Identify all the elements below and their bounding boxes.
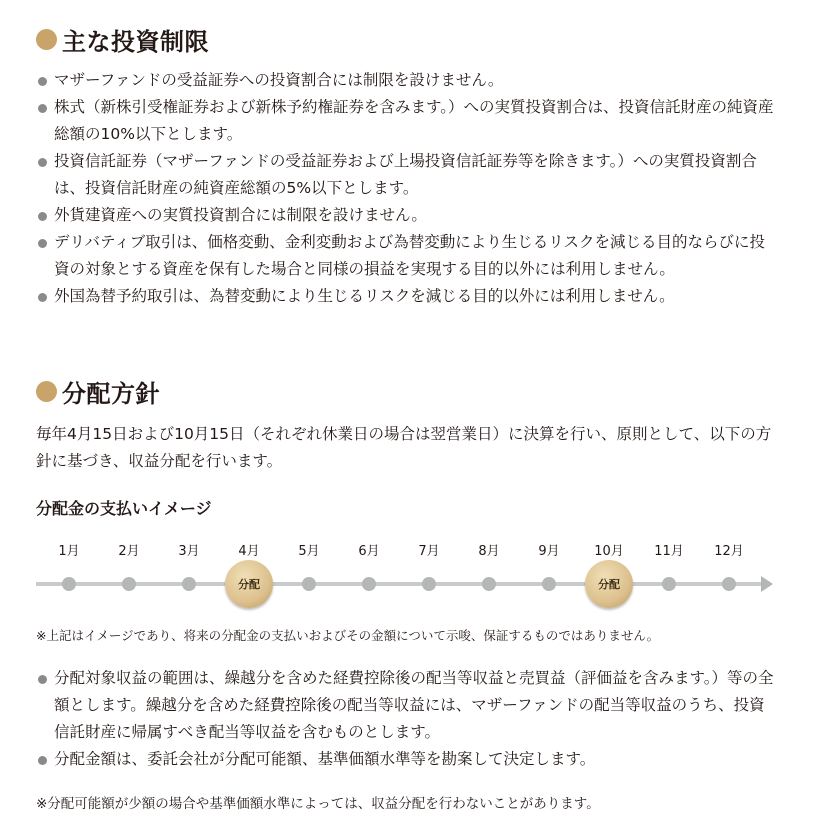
timeline-arrow-icon (761, 576, 773, 592)
timeline-month-dot (362, 577, 376, 591)
distribution-policy-list (36, 665, 776, 773)
timeline-axis-line (36, 582, 763, 586)
timeline-month-label: 3月 (178, 544, 200, 559)
distribution-timeline (0, 536, 840, 626)
distribution-coin-marker: 分配 (585, 560, 633, 608)
timeline-month-label: 2月 (118, 544, 140, 559)
timeline-month-dot (122, 577, 136, 591)
distribution-coin-marker: 分配 (225, 560, 273, 608)
distribution-policy-title-text: 分配方針 (62, 380, 160, 408)
list-item: デリバティブ取引は、価格変動、金利変動および為替変動により生じるリスクを減じる目的ならびに投資の対象とする資産を保有した場合と同様の損益を実現する目的以外には利用しません。 (36, 229, 776, 283)
distribution-image-note: ※上記はイメージであり、将来の分配金の支払いおよびその金額について示唆、保証するものではありません。 (36, 628, 660, 643)
timeline-month-dot (422, 577, 436, 591)
timeline-month-dot (722, 577, 736, 591)
timeline-month-label: 5月 (298, 544, 320, 559)
timeline-month-label: 4月 (238, 544, 260, 559)
title-bullet-icon (36, 381, 57, 402)
timeline-month-label: 12月 (714, 544, 744, 559)
list-item: 投資信託証券（マザーファンドの受益証券および上場投資信託証券等を除きます。）への実質投資割合は、投資信託財産の純資産総額の5%以下とします。 (36, 148, 776, 202)
list-item: 分配金額は、委託会社が分配可能額、基準価額水準等を勘案して決定します。 (36, 746, 776, 773)
timeline-month-dot (182, 577, 196, 591)
title-bullet-icon (36, 29, 57, 50)
list-item: 株式（新株引受権証券および新株予約権証券を含みます。）への実質投資割合は、投資信託財産の純資産総額の10%以下とします。 (36, 94, 776, 148)
distribution-image-heading: 分配金の支払いイメージ (36, 499, 212, 518)
distribution-footnote: ※分配可能額が少額の場合や基準価額水準によっては、収益分配を行わないことがあります。 (36, 796, 600, 812)
timeline-month-label: 7月 (418, 544, 440, 559)
investment-limits-title (36, 22, 209, 57)
distribution-policy-intro: 毎年4月15日および10月15日（それぞれ休業日の場合は翌営業日）に決算を行い、原則として、以下の方針に基づき、収益分配を行います。 (36, 425, 772, 470)
list-item: 外貨建資産への実質投資割合には制限を設けません。 (36, 202, 776, 229)
investment-limits-list (36, 67, 776, 310)
timeline-month-label: 6月 (358, 544, 380, 559)
distribution-policy-title (36, 374, 160, 409)
list-item: 外国為替予約取引は、為替変動により生じるリスクを減じる目的以外には利用しません。 (36, 283, 776, 310)
list-item: マザーファンドの受益証券への投資割合には制限を設けません。 (36, 67, 776, 94)
investment-limits-title-text: 主な投資制限 (62, 28, 209, 56)
timeline-month-label: 9月 (538, 544, 560, 559)
timeline-month-dot (62, 577, 76, 591)
timeline-month-label: 10月 (594, 544, 624, 559)
timeline-month-dot (662, 577, 676, 591)
timeline-month-label: 1月 (58, 544, 80, 559)
timeline-month-dot (302, 577, 316, 591)
timeline-month-label: 8月 (478, 544, 500, 559)
timeline-month-dot (482, 577, 496, 591)
list-item: 分配対象収益の範囲は、繰越分を含めた経費控除後の配当等収益と売買益（評価益を含みます。）等の全額とします。繰越分を含めた経費控除後の配当等収益には、マザーファンドの配当等収益のうち、投資信託財産に帰属すべき配当等収益を含むものとします。 (36, 665, 776, 746)
timeline-month-dot (542, 577, 556, 591)
timeline-month-label: 11月 (654, 544, 684, 559)
